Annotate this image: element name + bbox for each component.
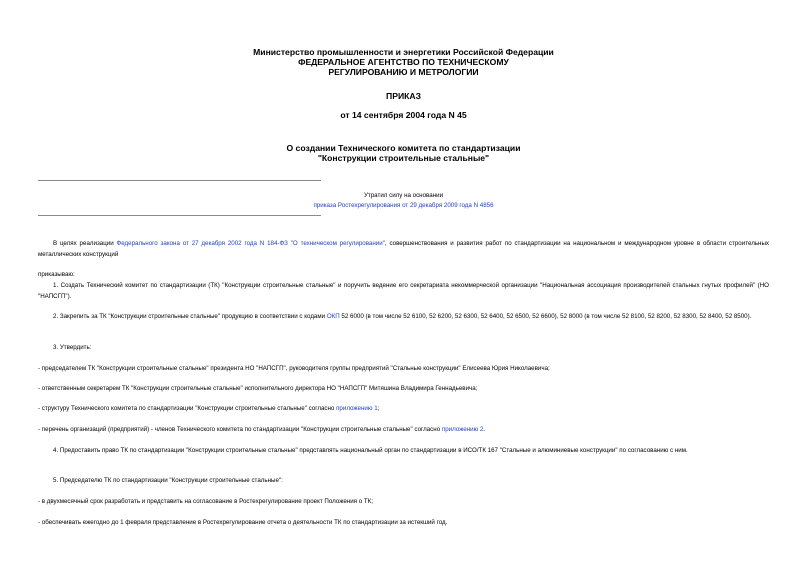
item-3-members-end: . (483, 426, 486, 433)
intro-text-start: В целях реализации (53, 240, 117, 247)
comment-top-rule (38, 180, 321, 181)
item-3-members-text: - перечень организаций (предприятий) - членов Технического комитета по стандартизации "Конструкции строительные стальные" согласно (38, 426, 442, 433)
item-3-chairman: - председателем ТК "Конструкции строительные стальные" президента НО "НАПСГП", руководителя группы предприятий "Стальные конструкции" Елисеева Юрия Николаевича; (38, 365, 550, 372)
item-2-text-end: 52 6000 (в том числе 52 6100, 52 6200, 52 6300, 52 6400, 52 6500, 52 6600), 52 8000 (в том числе 52 8100, 52 8200, 52 8300, 52 8400, 52 8500). (339, 313, 752, 320)
repeal-note-link-line (0, 201, 807, 211)
repeal-note: Утратил силу на основании (363, 192, 444, 199)
item-3-structure-end: ; (377, 405, 380, 412)
item-5-regulation: - в двухмесячный срок разработать и представить на согласование в Ростехрегулирование проект Положения о ТК; (38, 498, 374, 505)
appendix-2-link[interactable]: приложению 2 (441, 426, 484, 433)
item-3-structure (38, 404, 769, 415)
repeal-order-link[interactable]: приказа Ростехрегулирования от 29 декабря 2009 года N 4856 (313, 202, 494, 209)
okp-link[interactable]: ОКП (326, 313, 340, 320)
document-type: ПРИКАЗ (386, 91, 421, 101)
item-3-members (38, 425, 769, 436)
comment-bottom-rule (38, 215, 321, 216)
appendix-1-link[interactable]: приложению 1 (336, 405, 378, 412)
ministry-name: Министерство промышленности и энергетики Российской Федерации (253, 47, 554, 57)
federal-law-link[interactable]: Федерального закона от 27 декабря 2002 года N 184-ФЗ "О техническом регулировании" (116, 240, 385, 247)
agency-name-line1: ФЕДЕРАЛЬНОЕ АГЕНТСТВО ПО ТЕХНИЧЕСКОМУ (298, 57, 509, 67)
item-3-structure-text: - структуру Технического комитета по стандартизации "Конструкции строительные стальные" согласно (38, 405, 337, 412)
intro-text-end: , совершенствования и развития работ по стандартизации на национальном и международном уровне в области строительных металлических конструкций (38, 240, 769, 258)
item-5: 5. Председателю ТК по стандартизации "Конструкции строительные стальные": (53, 477, 283, 484)
item-2 (38, 312, 769, 323)
item-3-secretary: - ответственным секретарем ТК "Конструкции строительные стальные" исполнительного директора НО "НАПСГП" Митяшина Владимира Геннадьевича; (38, 385, 478, 392)
item-2-text-start: 2. Закрепить за ТК "Конструкции строительные стальные" продукцию в соответствии с кодами (53, 313, 327, 320)
document-date-number: от 14 сентября 2004 года N 45 (340, 110, 467, 120)
item-1: 1. Создать Технический комитет по стандартизации (ТК) "Конструкции строительные стальные" и поручить ведение его секретариата некоммерческой организации "Национальная ассоциация производителей стальных гнутых профилей" (НО "НАПСГП"). (38, 282, 769, 300)
intro-paragraph (38, 239, 769, 260)
document-title-line1: О создании Технического комитета по стандартизации (286, 143, 521, 153)
order-word: приказываю: (38, 271, 75, 278)
item-3: 3. Утвердить: (53, 344, 92, 351)
item-5-report: - обеспечивать ежегодно до 1 февраля представление в Ростехрегулирование отчета о деятельности ТК по стандартизации за истекший год. (38, 519, 448, 526)
agency-name-line2: РЕГУЛИРОВАНИЮ И МЕТРОЛОГИИ (328, 67, 479, 77)
document-title-line2: "Конструкции строительные стальные" (317, 153, 490, 163)
item-4: 4. Предоставить право ТК по стандартизации "Конструкции строительные стальные" представлять национальный орган по стандартизации в ИСО/ТК 167 "Стальные и алюминиевые конструкции" по согласованию с ним. (53, 447, 688, 454)
